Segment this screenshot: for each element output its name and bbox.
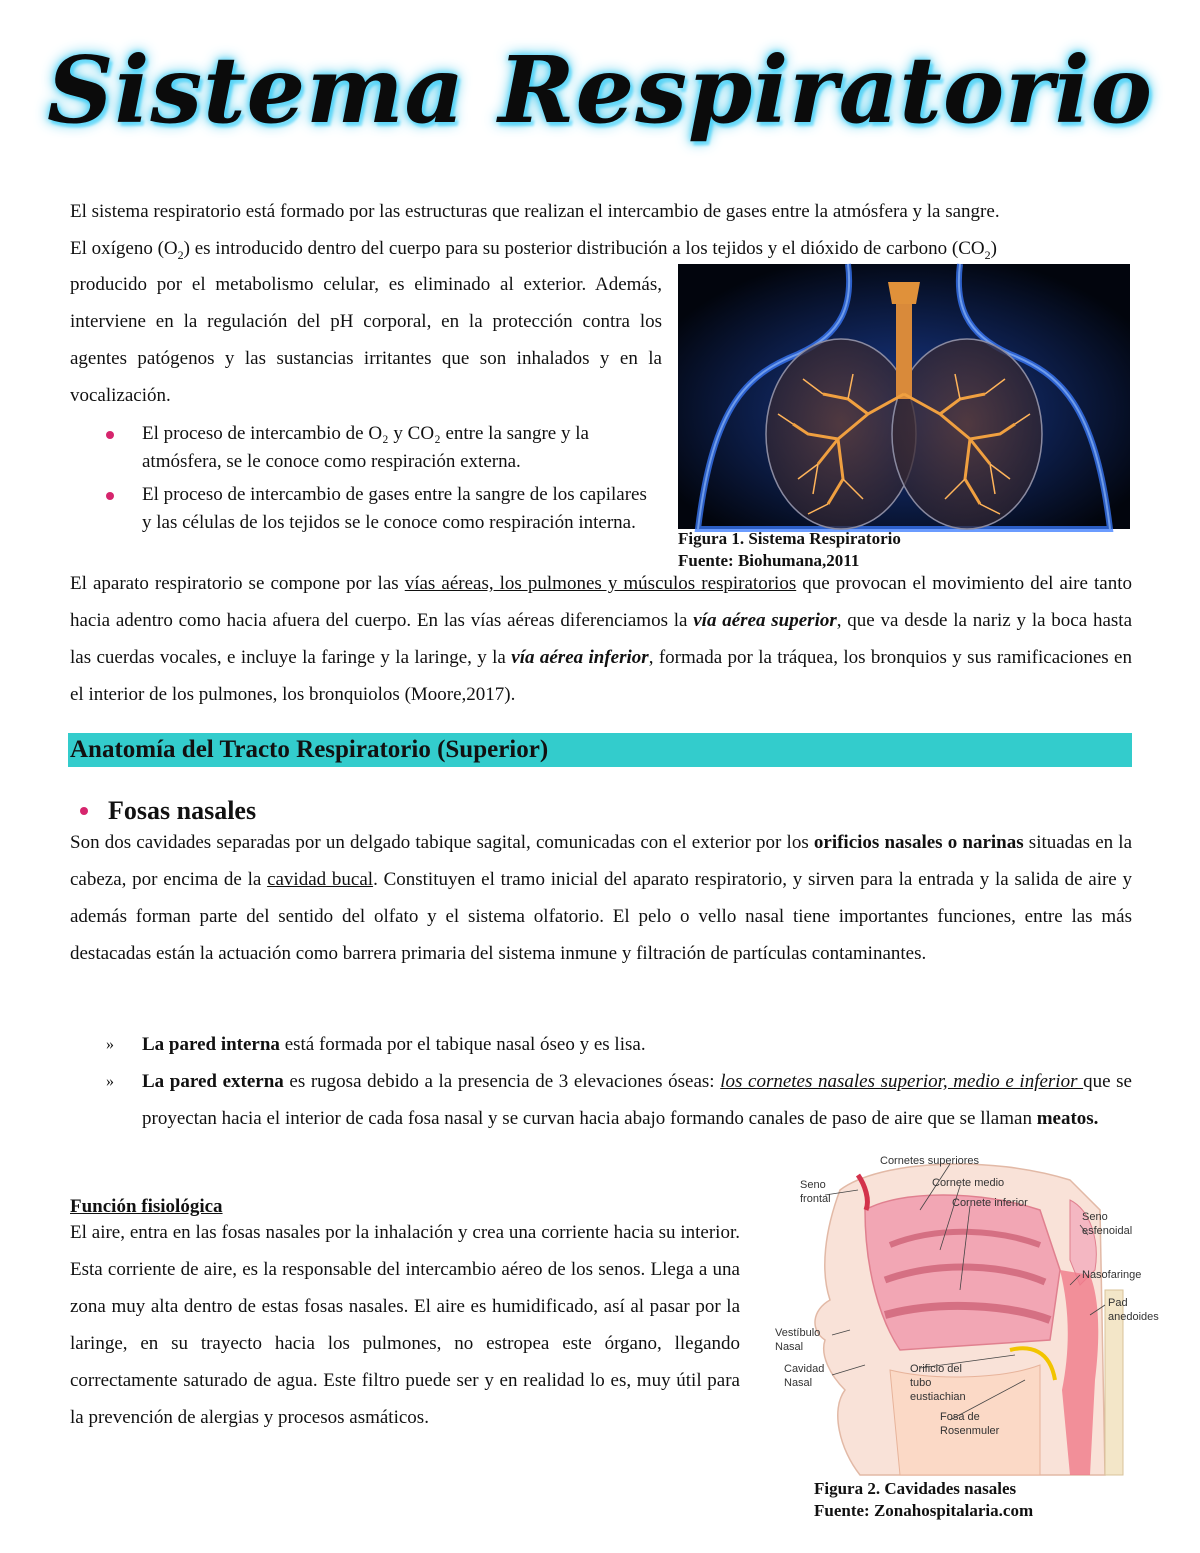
fosas-paragraph [70,824,1132,972]
intro-paragraph-continued: producido por el metabolismo celular, es eliminado al exterior. Además, interviene en la regulación del pH corporal, en la protección contra los agentes patógenos y las sustancias irritantes que son inhalados y en la vocalización. [70,274,662,406]
figure-2-caption [814,1478,1033,1522]
list-item [100,1063,1132,1137]
intro-paragraph [70,193,1132,267]
text-run: que provocan el movimiento del aire tanto hacia adentro como hacia afuera del cuerpo. En las vías aéreas diferenciamos la [70,573,1132,631]
bold-text: La pared externa [142,1071,284,1092]
text-run: está formada por el tabique nasal óseo y es lisa. [279,1034,646,1055]
label-vestibulo-nasal: Nasal [775,1341,804,1353]
list-item-text: El proceso de intercambio de O₂ y CO₂ entre la sangre y la atmósfera, se le conoce como respiración externa. [142,423,589,472]
label-seno-frontal: Seno [800,1179,826,1191]
airway-paragraph [70,565,1132,713]
list-item [100,481,660,537]
label-fosa-rosenmuller: Fosa de [940,1411,980,1423]
label-orificio-tubo: tubo [910,1377,932,1389]
bold-text: La pared interna [142,1034,280,1055]
label-fosa-rosenmuller: Rosenmuler [940,1425,1000,1437]
label-cornete-inferior: Cornete inferior [952,1197,1028,1209]
emphasis-text: vía aérea inferior [511,647,649,668]
intro-line-2c: ) [990,238,997,259]
emphasis-text: vía aérea superior [693,610,837,631]
label-cavidad-nasal: Nasal [784,1377,813,1389]
bullet-dot-icon [106,431,114,439]
text-run: que se proyectan hacia el interior de cada fosa nasal y se curvan hacia abajo formando canales de paso de aire que se llaman [142,1071,1132,1129]
label-orificio-tubo: Orificio del [910,1363,962,1375]
nasal-cavity-illustration [770,1150,1159,1475]
label-seno-frontal: frontal [800,1193,831,1205]
bullet-dot-icon [80,807,88,815]
subsection-heading-text: Fosas nasales [108,796,257,825]
figure-nasal-cavities-diagram [770,1150,1159,1475]
text-run: es rugosa debido a la presencia de 3 elevaciones óseas: [283,1071,721,1092]
subscript: 2 [984,247,991,262]
bullet-dot-icon [106,492,114,500]
arrow-marker-icon: » [106,1073,114,1090]
intro-line-2a: El oxígeno (O [70,238,178,259]
caption-title: Figura 2. Cavidades nasales [814,1479,1017,1498]
underlined-text: los cornetes nasales superior, medio e inferior [720,1071,1084,1092]
section-heading: Anatomía del Tracto Respiratorio (Superior) [68,733,1132,767]
text-run: , que va desde la nariz y la boca hasta las cuerdas vocales, e incluye la faringe y la laringe, y la [70,610,1132,668]
function-heading: Función fisiológica [70,1196,223,1217]
bold-text: orificios nasales o narinas [813,832,1024,853]
label-cornete-medio: Cornete medio [932,1177,1005,1189]
underlined-text: vías aéreas, los pulmones y músculos respiratorios [404,573,797,594]
label-orificio-tubo: eustiachian [910,1391,966,1403]
text-run: situadas en la cabeza, por encima de la [70,832,1133,890]
label-vestibulo-nasal: Vestíbulo [775,1327,821,1339]
underlined-text: cavidad bucal [267,869,374,890]
subscript: 2 [177,247,184,262]
label-cornetes-superiores: Cornetes superiores [880,1155,980,1167]
label-cavidad-nasal: Cavidad [784,1363,825,1375]
caption-source: Fuente: Zonahospitalaria.com [814,1501,1034,1520]
subsection-heading [70,796,256,826]
intro-line-2b: ) es introducido dentro del cuerpo para su posterior distribución a los tejidos y el dióxido de carbono (CO [183,238,985,259]
function-paragraph: El aire, entra en las fosas nasales por la inhalación y crea una corriente hacia su interior. Esta corriente de aire, es la responsable del intercambio aéreo de los senos. Llega a una zona muy alta dentro de estas fosas nasales. El aire es humidificado, así al pasar por la laringe, en su trayecto hacia los pulmones, no estropea este órgano, llegando correctamente saturado de agua. Este filtro puede ser y en realidad lo es, muy útil para la prevención de alergias y procesos asmáticos. [70,1222,740,1428]
label-pad: anedoides [1108,1311,1159,1323]
list-item [100,1026,1132,1063]
caption-title: Figura 1. Sistema Respiratorio [678,529,901,548]
label-seno-esfenoidal: esfenoidal [1082,1225,1133,1237]
page-title: Sistema Respiratorio [47,36,1153,144]
text-run: , formada por la tráquea, los bronquios y sus ramificaciones en el interior de los pulmones, los bronquiolos (Moore,2017). [70,647,1132,705]
intro-line-1: El sistema respiratorio está formado por las estructuras que realizan el intercambio de gases entre la atmósfera y la sangre. [70,201,1000,222]
label-nasofaringe: Nasofaringe [1082,1269,1142,1281]
list-item [100,420,660,476]
label-seno-esfenoidal: Seno [1082,1211,1108,1223]
list-item-text: El proceso de intercambio de gases entre la sangre de los capilares y las células de los tejidos se le conoce como respiración interna. [142,484,647,533]
wall-list [100,1026,1132,1137]
text-run: Son dos cavidades separadas por un delgado tabique sagital, comunicadas con el exterior por los [70,832,814,853]
arrow-marker-icon: » [106,1036,114,1053]
caption-source: Fuente: Biohumana,2011 [678,551,860,570]
bullet-list [100,420,660,542]
bold-text: meatos. [1036,1108,1099,1129]
text-run: El aparato respiratorio se compone por las [70,573,405,594]
lungs-illustration [678,264,1130,529]
label-pad: Pad [1108,1297,1128,1309]
text-run: . Constituyen el tramo inicial del aparato respiratorio, y sirven para la entrada y la salida de aire y además forman parte del sentido del olfato y el sistema olfatorio. El pelo o vello nasal tiene importantes funciones, entre las más destacadas están la actuación como barrera primaria del sistema inmune y filtración de partículas contaminantes. [70,869,1132,964]
figure-respiratory-system-image [678,264,1130,529]
